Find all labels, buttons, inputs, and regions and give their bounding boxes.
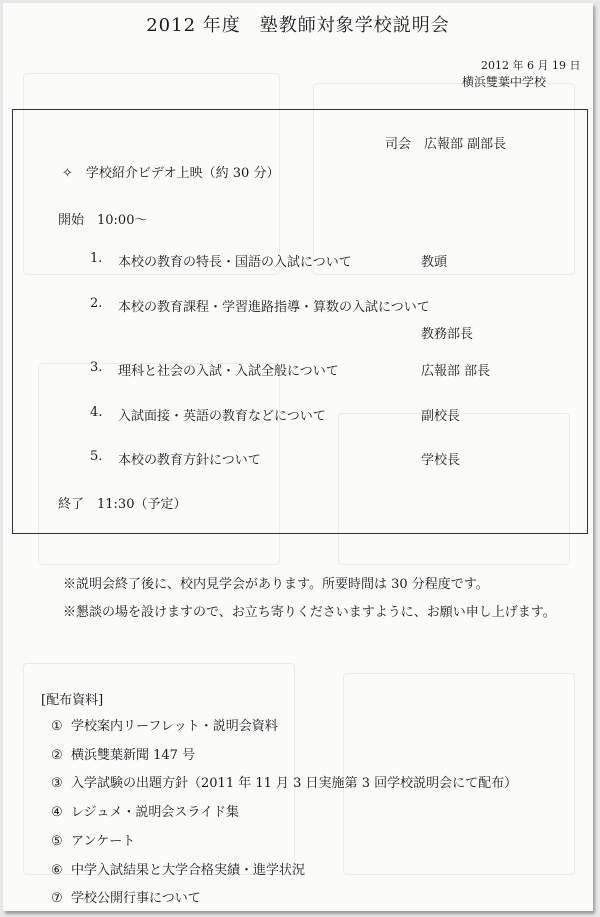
school-name: 横浜雙葉中学校 <box>462 75 547 89</box>
material-label: 学校案内リーフレット・説明会資料 <box>71 719 278 734</box>
program-item-speaker: 教務部長 <box>421 327 474 342</box>
material-label: 中学入試結果と大学合格実績・進学状況 <box>71 863 306 878</box>
material-number: ③ <box>51 776 63 791</box>
document-page <box>3 3 593 911</box>
program-item-number: 2. <box>90 296 103 311</box>
material-item <box>51 715 278 734</box>
program-item-title: 本校の教育の特長・国語の入試について <box>118 255 352 270</box>
mc-label: 司会 広報部 副部長 <box>385 137 507 152</box>
material-label: 横浜雙葉新聞 147 号 <box>71 748 196 763</box>
video-screening: ✧ 学校紹介ビデオ上映（約 30 分） <box>62 166 280 181</box>
program-item-title: 理科と社会の入試・入試全般について <box>118 364 339 379</box>
program-item-speaker: 副校長 <box>421 409 461 424</box>
program-item-title: 本校の教育方針について <box>118 453 261 468</box>
material-item <box>51 772 517 791</box>
material-label: レジュメ・説明会スライド集 <box>71 805 240 820</box>
material-item <box>51 887 201 906</box>
material-item <box>51 744 195 763</box>
material-number: ⑦ <box>51 891 63 906</box>
note-consultation: ※懇談の場を設けますので、お立ち寄りくださいますように、お願い申し上げます。 <box>63 605 556 620</box>
page-title: 2012 年度 塾教師対象学校説明会 <box>146 15 450 36</box>
material-item <box>51 859 305 878</box>
material-number: ⑤ <box>51 834 63 849</box>
program-item-speaker: 広報部 部長 <box>421 364 491 379</box>
program-item-speaker: 教頭 <box>421 255 448 270</box>
start-time: 開始 10:00～ <box>58 213 148 228</box>
program-item-number: 4. <box>90 405 103 420</box>
material-number: ⑥ <box>51 863 63 878</box>
material-item <box>51 830 135 849</box>
note-tour: ※説明会終了後に、校内見学会があります。所要時間は 30 分程度です。 <box>63 577 489 592</box>
material-number: ① <box>51 719 63 734</box>
program-box <box>12 109 588 534</box>
program-item-title: 入試面接・英語の教育などについて <box>118 409 326 424</box>
program-item-speaker: 学校長 <box>421 453 461 468</box>
materials-heading: [配布資料] <box>41 693 104 708</box>
material-number: ④ <box>51 805 63 820</box>
program-item-number: 5. <box>90 449 103 464</box>
material-number: ② <box>51 748 63 763</box>
document-date: 2012 年 6 月 19 日 <box>481 59 581 72</box>
material-label: 学校公開行事について <box>71 891 201 906</box>
program-item-number: 3. <box>90 360 103 375</box>
material-label: アンケート <box>71 834 136 849</box>
program-item-number: 1. <box>90 251 103 266</box>
material-item <box>51 801 239 820</box>
material-label: 入学試験の出題方針（2011 年 11 月 3 日実施第 3 回学校説明会にて配布） <box>71 776 518 791</box>
end-time: 終了 11:30（予定） <box>58 497 187 512</box>
program-item-title: 本校の教育課程・学習進路指導・算数の入試について <box>118 300 430 315</box>
